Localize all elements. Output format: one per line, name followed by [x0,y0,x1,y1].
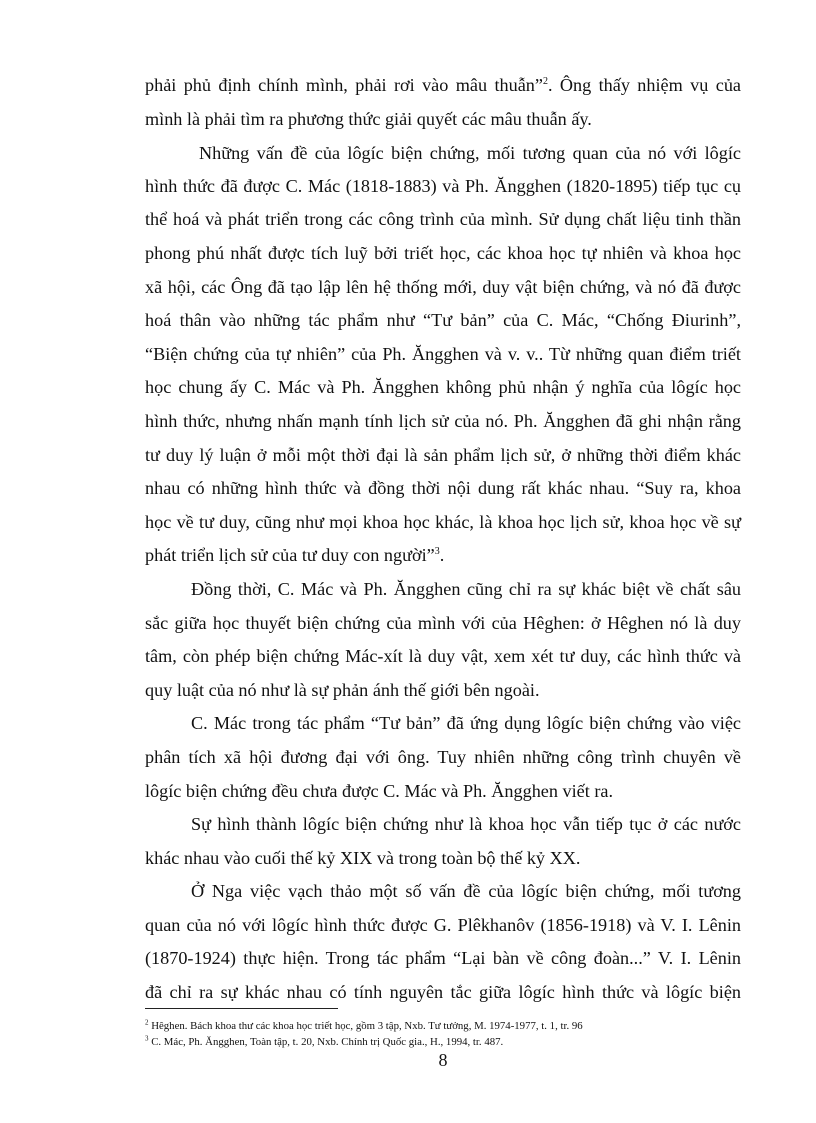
text-line: quy luật của nó như là sự phản ánh thế giới bên ngoài. [145,680,540,700]
text-line: sắc giữa học thuyết biện chứng của mình với của Hêghen: ở Hêghen nó là duy [145,613,741,633]
footnote-ref[interactable]: 3 [434,545,440,557]
text-line: khác nhau vào cuối thế kỷ XIX và trong toàn bộ thế kỷ XX. [145,848,581,868]
text-line: Đồng thời, C. Mác và Ph. Ăngghen cũng chỉ ra sự khác biệt về chất sâu [191,579,741,599]
footnote: $^2$ Hêghen. Bách khoa thư các khoa học triết học, gồm 3 tập, Nxb. Tư tưởng, M. 1974-1977, t. 1, tr. 96 [145,1018,583,1032]
page-number: 8 [438,1050,448,1070]
footnote-number: 2 [145,1018,149,1027]
text-line: học chung ấy C. Mác và Ph. Ăngghen không phủ nhận ý nghĩa của lôgíc học [145,377,741,397]
text-line: phải phủ định chính mình, phải rơi vào mâu thuẫn”$^2$. Ông thấy nhiệm vụ của [145,75,741,95]
footnote: $^3$ C. Mác, Ph. Ăngghen, Toàn tập, t. 20, Nxb. Chính trị Quốc gia., H., 1994, tr. 487. [145,1034,504,1048]
text-line: hình thức đã được C. Mác (1818-1883) và Ph. Ăngghen (1820-1895) tiếp tục cụ [145,176,741,196]
text-line: (1870-1924) thực hiện. Trong tác phẩm “Lại bàn về công đoàn...” V. I. Lênin [145,948,741,968]
footnote-ref[interactable]: 2 [542,75,548,87]
text-line: quan của nó với lôgíc hình thức được G. Plêkhanôv (1856-1918) và V. I. Lênin [145,915,741,935]
text-line: phân tích xã hội đương đại với ông. Tuy nhiên những công trình chuyên về [145,747,741,767]
text-line: phong phú nhất được tích luỹ bởi triết học, các khoa học tự nhiên và khoa học [145,243,741,263]
text-line: phát triển lịch sử của tư duy con người”$^3$. [145,545,445,565]
text-line: thể hoá và phát triển trong các công trình của mình. Sử dụng chất liệu tinh thần [145,209,741,229]
text-line: xã hội, các Ông đã tạo lập lên hệ thống mới, duy vật biện chứng, và nó đã được [145,277,741,297]
text-line: mình là phải tìm ra phương thức giải quyết các mâu thuẫn ấy. [145,109,592,129]
text-line: Ở Nga việc vạch thảo một số vấn đề của lôgíc biện chứng, mối tương [191,881,741,901]
text-line: “Biện chứng của tự nhiên” của Ph. Ăngghen và v. v.. Từ những quan điểm triết [145,344,741,364]
text-line: tâm, còn phép biện chứng Mác-xít là duy vật, xem xét tư duy, các hình thức và [145,646,741,666]
footnote-number: 3 [145,1034,149,1043]
text-line: hình thức, nhưng nhấn mạnh tính lịch sử của nó. Ph. Ăngghen đã ghi nhận rằng [145,411,741,431]
text-line: C. Mác trong tác phẩm “Tư bản” đã ứng dụng lôgíc biện chứng vào việc [191,713,741,733]
text-line: học về tư duy, cũng như mọi khoa học khác, là khoa học lịch sử, khoa học về sự [145,512,741,532]
text-line: đã chỉ ra sự khác nhau có tính nguyên tắc giữa lôgíc hình thức và lôgíc biện [145,982,741,1002]
text-line: Những vấn đề của lôgíc biện chứng, mối tương quan của nó với lôgíc [199,143,741,163]
text-line: Sự hình thành lôgíc biện chứng như là khoa học vẫn tiếp tục ở các nước [191,814,741,834]
text-line: hoá thân vào những tác phẩm như “Tư bản” của C. Mác, “Chống Điurinh”, [145,310,741,330]
text-line: tư duy lý luận ở mỗi một thời đại là sản phẩm lịch sử, ở những thời điểm khác [145,445,741,465]
footnote-separator [145,1008,338,1009]
text-line: lôgíc biện chứng đều chưa được C. Mác và Ph. Ăngghen viết ra. [145,781,613,801]
text-line: nhau có những hình thức và đồng thời nội dung rất khác nhau. “Suy ra, khoa [145,478,741,498]
